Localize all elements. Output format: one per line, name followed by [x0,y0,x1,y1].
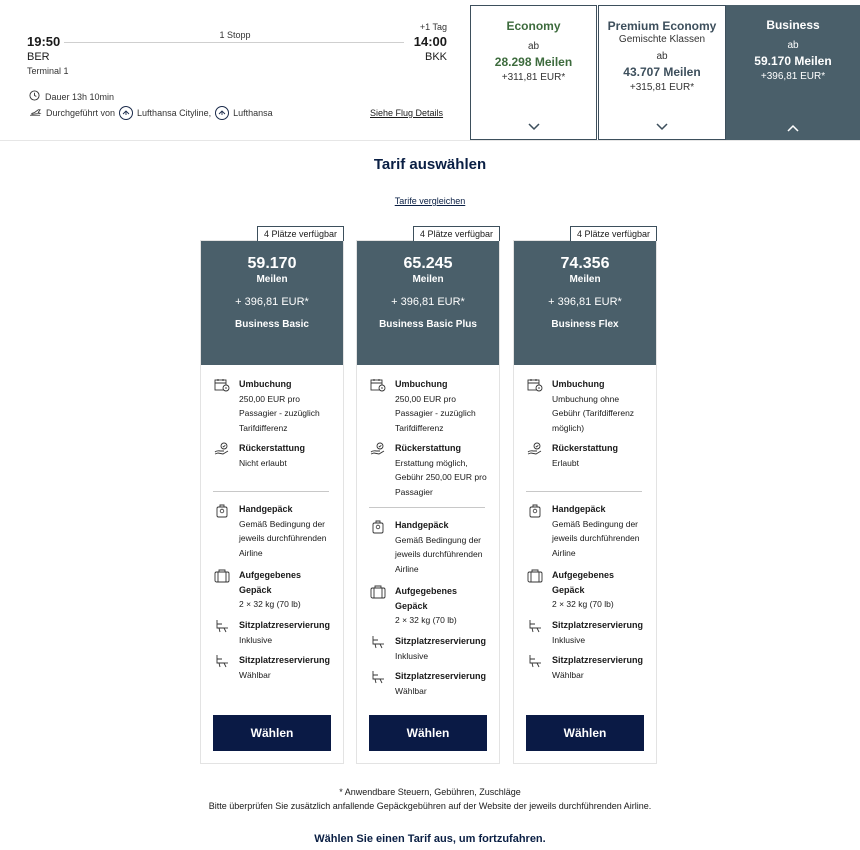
feature-title-line: Gepäck [552,584,585,595]
duration-row [29,90,114,103]
feature-text-line: Airline [395,563,419,574]
seat-icon [213,653,231,682]
feature-text-line: Gemäß Bedingung der [395,534,481,545]
feature-title: Umbuchung [552,379,605,389]
seat-icon [213,618,231,647]
feature-text-line: 250,00 EUR pro [239,393,300,404]
feature-text-line: Gebühr (Tarifdifferenz [552,408,635,418]
hand-baggage-icon [369,518,387,576]
refund-hand-icon [213,441,231,470]
select-fare-button[interactable]: Wählen [213,715,331,751]
feature-hand-baggage [213,502,335,560]
fare-card [356,229,500,764]
seat-icon [526,618,544,647]
feature-text-line: 2 × 32 kg (70 lb) [552,599,614,609]
refund-hand-icon [526,441,544,470]
fare-name: Business Flex [551,319,619,330]
feature-title: Rückerstattung [239,443,306,453]
seat-icon [369,669,387,698]
feature-text-line: jeweils durchführenden [239,533,327,543]
divider [526,491,642,492]
seat-icon [369,634,387,663]
fare-header [201,241,343,365]
feature-text-line: Inklusive [552,634,586,645]
cabin-from-label: ab [656,51,668,62]
feature-rebooking [213,377,335,435]
checked-baggage-icon [213,568,231,612]
feature-text-line: Passagier [395,486,433,497]
fare-miles: 59.170 [247,255,297,272]
feature-title [395,584,457,613]
cabin-miles: 59.170 Meilen [754,54,832,68]
flight-details-link[interactable]: Siehe Flug Details [370,108,444,118]
feature-text-line: Nicht erlaubt [239,457,287,468]
cabin-eur: +396,81 EUR* [760,71,826,82]
chevron-down-icon [599,123,725,131]
feature-checked-baggage [213,568,335,612]
feature-text-line: Tarifdifferenz [239,422,288,433]
feature-refund [213,441,335,470]
fare-header [514,241,656,365]
feature-text-line: Wählbar [239,669,271,680]
fare-eur: + 396,81 EUR* [391,296,465,308]
operated-by-label: Durchgeführt von [46,108,116,118]
flight-summary-bar [0,0,860,141]
feature-text-line: 2 × 32 kg (70 lb) [395,615,457,625]
feature-text-line: Passagier - zuzüglich [239,408,320,418]
feature-title [552,568,614,597]
fare-miles: 74.356 [560,255,610,272]
lufthansa-logo-icon [215,106,229,120]
feature-seat-selection [213,653,335,682]
feature-text-line: Gemäß Bedingung der [552,518,638,529]
stops-label: 1 Stopp [219,30,251,40]
operator-row [29,106,273,120]
feature-title: Sitzplatzreservierung [395,671,487,681]
cabin-miles: 43.707 Meilen [623,65,701,79]
feature-seat-reservation [213,618,335,647]
chevron-down-icon [471,123,596,131]
flight-info [0,0,470,141]
section-title: Tarif auswählen [373,156,487,173]
fare-eur: + 396,81 EUR* [548,296,622,308]
operator-2: Lufthansa [233,108,273,118]
feature-text-line: Airline [239,547,263,558]
footnote-taxes: * Anwendbare Steuern, Gebühren, Zuschläge [339,787,521,797]
feature-text-line: Gebühr 250,00 EUR pro [395,472,487,482]
feature-title: Handgepäck [239,504,293,514]
feature-title: Rückerstattung [552,443,619,453]
feature-text-line: Passagier - zuzüglich [395,408,476,418]
feature-text-line: Gemäß Bedingung der [239,518,325,529]
checked-baggage-icon [526,568,544,612]
feature-checked-baggage [526,568,648,612]
cabin-title: Economy [506,19,561,33]
feature-title: Umbuchung [395,379,448,389]
feature-text-line: Umbuchung ohne [552,393,620,404]
departure-terminal: Terminal 1 [27,66,69,76]
feature-text-line: Erlaubt [552,457,579,468]
feature-seat-selection [369,669,491,698]
hand-baggage-icon [526,502,544,560]
plane-icon [29,107,42,120]
refund-hand-icon [369,441,387,499]
feature-text-line: jeweils durchführenden [552,533,640,543]
cabin-business[interactable] [726,5,860,140]
feature-title-line: Aufgegebenes [552,570,615,580]
compare-fares-link[interactable]: Tarife vergleichen [394,196,466,206]
feature-text-line: Wählbar [395,685,427,696]
feature-rebooking [369,377,491,435]
cabin-premium-economy[interactable] [598,5,726,140]
fare-name: Business Basic Plus [379,319,477,330]
feature-title-line: Gepäck [395,600,428,611]
cabin-eur: +311,81 EUR* [501,72,566,83]
feature-text-line: Tarifdifferenz [395,422,444,433]
feature-title: Sitzplatzreservierung [239,620,331,630]
feature-checked-baggage [369,584,491,628]
chevron-up-icon [726,124,860,132]
cabin-economy[interactable] [470,5,597,140]
arrival-code: BKK [424,51,447,63]
feature-title: Handgepäck [395,520,449,530]
feature-title: Sitzplatzreservierung [552,655,644,665]
hand-baggage-icon [213,502,231,560]
feature-refund [369,441,491,499]
feature-title: Umbuchung [239,379,292,389]
cabin-title: Premium Economy [607,19,717,33]
checked-baggage-icon [369,584,387,628]
feature-seat-selection [526,653,648,682]
availability-badge: 4 Plätze verfügbar [413,226,500,241]
plus-day-label: +1 Tag [419,22,447,32]
feature-title-line: Aufgegebenes [239,570,302,580]
fare-card [200,229,344,764]
fare-miles: 65.245 [403,255,453,272]
footnote-baggage: Bitte überprüfen Sie zusätzlich anfallende Gepäckgebühren auf der Website der jeweils durchführenden Airline. [208,801,652,811]
route-line [64,42,404,43]
fare-miles-label: Meilen [256,274,288,285]
availability-badge: 4 Plätze verfügbar [570,226,657,241]
fare-miles-label: Meilen [412,274,444,285]
departure-code: BER [27,51,50,63]
duration-text: Dauer 13h 10min [45,91,115,102]
feature-hand-baggage [369,518,491,576]
calendar-change-icon [213,377,231,435]
feature-title: Handgepäck [552,504,606,514]
feature-seat-reservation [526,618,648,647]
feature-text-line: 2 × 32 kg (70 lb) [239,599,301,609]
cabin-from-label: ab [527,41,540,52]
lufthansa-logo-icon [119,106,133,120]
feature-text-line: möglich) [552,422,585,433]
calendar-change-icon [369,377,387,435]
cabin-miles: 28.298 Meilen [494,55,573,69]
feature-title: Sitzplatzreservierung [239,655,331,665]
clock-icon [29,90,40,103]
cabin-from-label: ab [787,40,799,51]
feature-text-line: Erstattung möglich, [395,457,468,468]
feature-text-line: Airline [552,547,576,558]
cabin-eur: +315,81 EUR* [629,82,695,93]
select-fare-prompt: Wählen Sie einen Tarif aus, um fortzufahren. [314,833,546,845]
feature-rebooking [526,377,648,435]
feature-text-line: Wählbar [552,669,584,680]
fare-header [357,241,499,365]
fare-eur: + 396,81 EUR* [235,296,309,308]
cabin-title: Business [766,18,820,32]
feature-title: Rückerstattung [395,443,462,453]
cabin-subtitle: Gemischte Klassen [618,34,706,45]
select-fare-button[interactable]: Wählen [526,715,644,751]
seat-icon [526,653,544,682]
divider [213,491,329,492]
fare-card [513,229,657,764]
fare-miles-label: Meilen [569,274,601,285]
feature-text-line: jeweils durchführenden [395,549,483,559]
feature-title [239,568,301,597]
select-fare-button[interactable]: Wählen [369,715,487,751]
availability-badge: 4 Plätze verfügbar [257,226,344,241]
feature-text-line: Inklusive [395,650,429,661]
feature-title-line: Gepäck [239,584,272,595]
feature-refund [526,441,648,470]
feature-title: Sitzplatzreservierung [395,636,487,646]
arrival-time: 14:00 [413,34,447,49]
feature-seat-reservation [369,634,491,663]
feature-title: Sitzplatzreservierung [552,620,644,630]
divider [369,507,485,508]
calendar-change-icon [526,377,544,435]
feature-text-line: Inklusive [239,634,273,645]
operator-1: Lufthansa Cityline, [137,108,212,118]
feature-text-line: 250,00 EUR pro [395,393,456,404]
feature-hand-baggage [526,502,648,560]
feature-title-line: Aufgegebenes [395,586,458,596]
fare-name: Business Basic [235,319,309,330]
departure-time: 19:50 [27,34,61,49]
